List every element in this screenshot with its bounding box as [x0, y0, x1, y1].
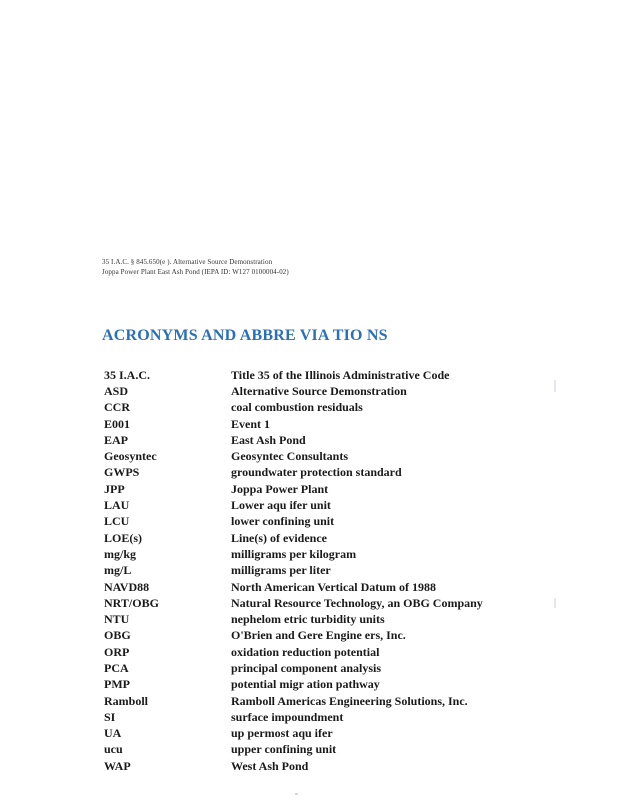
scan-artifact	[554, 380, 556, 392]
acronym-definition: West Ash Pond	[231, 758, 309, 773]
acronym: WAP	[104, 758, 131, 773]
page-footer-mark	[295, 793, 298, 795]
acronym: Geosyntec	[104, 449, 157, 464]
acronym: LOE(s)	[104, 530, 143, 545]
acronym-definition: O'Brien and Gere Engine ers, Inc.	[231, 628, 406, 643]
table-row	[104, 514, 524, 530]
scan-artifact	[554, 598, 556, 608]
table-row	[104, 416, 524, 432]
acronym-definition: North American Vertical Datum of 1988	[231, 579, 436, 594]
acronym: ASD	[104, 383, 129, 398]
acronym-definition: groundwater protection standard	[231, 465, 402, 480]
acronym: NTU	[104, 612, 130, 627]
table-row	[104, 367, 524, 383]
acronym-definition: nephelom etric turbidity units	[231, 612, 385, 627]
acronym: JPP	[104, 481, 125, 496]
table-row	[104, 611, 524, 627]
table-row	[104, 530, 524, 546]
acronym-definition: Title 35 of the Illinois Administrative Code	[231, 367, 450, 382]
acronym: 35 I.A.C.	[104, 367, 151, 382]
acronym: Ramboll	[104, 693, 149, 708]
table-row	[104, 563, 524, 579]
acronym-definition: Ramboll Americas Engineering Solutions, Inc.	[231, 693, 468, 708]
acronym: PMP	[104, 677, 130, 692]
acronym: ucu	[104, 742, 123, 757]
acronym-definition: Event 1	[231, 416, 270, 431]
table-row	[104, 742, 524, 758]
table-row	[104, 595, 524, 611]
acronym-definition: potential migr ation pathway	[231, 677, 380, 692]
table-row	[104, 709, 524, 725]
acronym: UA	[104, 726, 122, 741]
acronym: LCU	[104, 514, 130, 529]
acronym-definition: Geosyntec Consultants	[231, 449, 349, 464]
acronym: mg/L	[104, 563, 132, 578]
acronym: EAP	[104, 432, 128, 447]
acronym: E001	[104, 416, 131, 431]
page-header	[102, 257, 402, 277]
acronym-definition: Lower aqu ifer unit	[231, 498, 331, 513]
table-row	[104, 481, 524, 497]
table-row	[104, 432, 524, 448]
table-row	[104, 660, 524, 676]
acronym: LAU	[104, 498, 130, 513]
acronym-definition: surface impoundment	[231, 709, 344, 724]
acronym-definition: Alternative Source Demonstration	[231, 383, 407, 398]
table-row	[104, 726, 524, 742]
table-row	[104, 644, 524, 660]
table-row	[104, 546, 524, 562]
table-row	[104, 758, 524, 774]
table-row	[104, 400, 524, 416]
section-title: ACRONYMS AND ABBRE VIA TIO NS	[102, 327, 388, 344]
acronym: mg/kg	[104, 546, 137, 561]
table-row	[104, 579, 524, 595]
table-row	[104, 383, 524, 399]
header-citation: 35 I.A.C. § 845.650(e ). Alternative Source Demonstration	[102, 258, 273, 266]
acronym-definition: coal combustion residuals	[231, 400, 363, 415]
table-row	[104, 448, 524, 464]
acronym-definition: milligrams per kilogram	[231, 546, 357, 561]
acronym: GWPS	[104, 465, 140, 480]
acronym: CCR	[104, 400, 130, 415]
acronym-table	[104, 367, 524, 774]
acronym-definition: upper confining unit	[231, 742, 337, 757]
acronym-definition: oxidation reduction potential	[231, 644, 380, 659]
acronym-definition: milligrams per liter	[231, 563, 331, 578]
acronym-definition: Natural Resource Technology, an OBG Company	[231, 595, 483, 610]
acronym-definition: up permost aqu ifer	[231, 726, 333, 741]
acronym-definition: lower confining unit	[231, 514, 335, 529]
acronym-definition: principal component analysis	[231, 660, 382, 675]
table-row	[104, 628, 524, 644]
table-row	[104, 465, 524, 481]
acronym: NAVD88	[104, 579, 150, 594]
table-row	[104, 497, 524, 513]
acronym: OBG	[104, 628, 131, 643]
acronym: PCA	[104, 660, 129, 675]
header-facility: Joppa Power Plant East Ash Pond (IEPA ID: W127 0100004-02)	[102, 268, 289, 276]
acronym-definition: Line(s) of evidence	[231, 530, 327, 545]
acronym: SI	[104, 709, 116, 724]
table-row	[104, 693, 524, 709]
acronym: NRT/OBG	[104, 595, 159, 610]
table-row	[104, 677, 524, 693]
acronym-definition: Joppa Power Plant	[231, 481, 329, 496]
acronym: ORP	[104, 644, 130, 659]
acronym-definition: East Ash Pond	[231, 432, 306, 447]
